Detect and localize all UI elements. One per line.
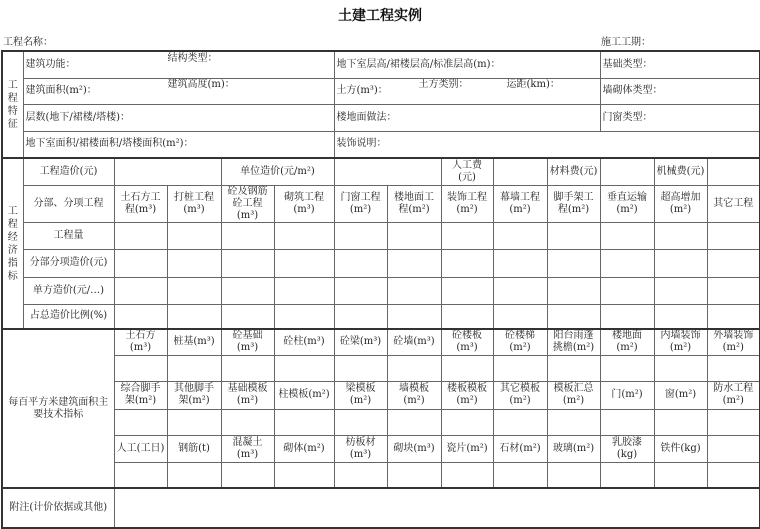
technical-indicator-value[interactable] <box>387 355 441 381</box>
technical-indicator-value[interactable] <box>493 462 547 488</box>
page-title: 土建工程实例 <box>338 8 422 24</box>
technical-indicator-header: 模板汇总(m²) <box>547 381 600 409</box>
earthwork-field[interactable] <box>334 78 600 104</box>
machine-cost-value[interactable] <box>707 158 760 185</box>
technical-indicator-value[interactable] <box>547 355 600 381</box>
economics-cell[interactable] <box>654 304 707 329</box>
decoration-field[interactable]: 装饰说明： <box>334 131 760 158</box>
technical-indicator-header: 门(m²) <box>600 381 654 409</box>
technical-indicator-header: 墙模板(m²) <box>387 381 441 409</box>
cost-form-table <box>1 50 760 529</box>
areas-field[interactable]: 地下室面积/裙楼面积/塔楼面积(m²)： <box>23 131 334 158</box>
technical-indicator-header: 砼楼梯(m²) <box>493 329 547 355</box>
economics-cell[interactable] <box>221 249 274 277</box>
technical-indicator-value[interactable] <box>274 462 334 488</box>
total-cost-label: 工程造价(元) <box>23 158 114 185</box>
economics-column-header: 幕墙工程(m²) <box>493 185 547 222</box>
technical-indicator-value[interactable] <box>167 355 221 381</box>
economics-cell[interactable] <box>441 249 493 277</box>
economics-cell[interactable] <box>274 222 334 249</box>
technical-indicator-value[interactable] <box>221 409 274 435</box>
technical-indicator-value[interactable] <box>654 462 707 488</box>
technical-indicator-header: 阳台雨蓬挑檐(m²) <box>547 329 600 355</box>
economics-cell[interactable] <box>547 249 600 277</box>
technical-indicator-value[interactable] <box>114 355 167 381</box>
economics-cell[interactable] <box>114 249 167 277</box>
technical-indicator-header <box>707 435 760 462</box>
economics-cell[interactable] <box>707 277 760 304</box>
total-cost-value[interactable] <box>114 158 221 185</box>
technical-indicator-value[interactable] <box>707 462 760 488</box>
economics-cell[interactable] <box>493 249 547 277</box>
structure-type-label: 结构类型： <box>167 52 218 64</box>
economics-cell[interactable] <box>600 222 654 249</box>
earthwork-label: 土方(m³)： <box>336 85 388 96</box>
economics-cell[interactable] <box>707 249 760 277</box>
technical-indicator-header: 柱模板(m²) <box>274 381 334 409</box>
economics-row-label: 分部分项造价(元) <box>23 249 114 277</box>
economics-cell[interactable] <box>167 304 221 329</box>
economics-cell[interactable] <box>167 277 221 304</box>
technical-indicator-value[interactable] <box>387 462 441 488</box>
technical-indicator-value[interactable] <box>547 462 600 488</box>
economics-cell[interactable] <box>441 304 493 329</box>
economics-row-label: 单方造价(元/…) <box>23 277 114 304</box>
economics-column-header: 装饰工程(m²) <box>441 185 493 222</box>
earth-type-label: 土方类别： <box>418 79 469 90</box>
technical-indicator-value[interactable] <box>654 355 707 381</box>
technical-indicator-value[interactable] <box>387 409 441 435</box>
technical-indicator-value[interactable] <box>334 355 387 381</box>
economics-column-header: 砼及钢筋砼工程(m³) <box>221 185 274 222</box>
economics-cell[interactable] <box>114 304 167 329</box>
economics-row-label: 工程量 <box>23 222 114 249</box>
technical-indicator-header: 外墙装饰(m²) <box>707 329 760 355</box>
economics-column-header: 土石方工程(m³) <box>114 185 167 222</box>
economics-column-header: 脚手架工程(m²) <box>547 185 600 222</box>
technical-indicator-header: 钢筋(t) <box>167 435 221 462</box>
economics-cell[interactable] <box>334 277 387 304</box>
economics-cell[interactable] <box>387 277 441 304</box>
technical-indicator-header: 防水工程(m²) <box>707 381 760 409</box>
economics-cell[interactable] <box>600 277 654 304</box>
economics-cell[interactable] <box>547 222 600 249</box>
technical-indicator-header: 楼地面(m²) <box>600 329 654 355</box>
project-name-label: 工程名称： <box>3 37 53 48</box>
economics-cell[interactable] <box>274 304 334 329</box>
economics-cell[interactable] <box>387 249 441 277</box>
technical-indicator-value[interactable] <box>441 409 493 435</box>
technical-indicator-header: 枋板材(m³) <box>334 435 387 462</box>
labor-cost-value[interactable] <box>493 158 547 185</box>
technical-indicator-value[interactable] <box>547 409 600 435</box>
economics-cell[interactable] <box>334 249 387 277</box>
building-function-label: 建筑功能： <box>25 58 76 70</box>
economics-column-header: 超高增加(m²) <box>654 185 707 222</box>
economics-cell[interactable] <box>547 277 600 304</box>
technical-section-label: 每百平方米建筑面积主要技术指标 <box>2 329 114 488</box>
economics-column-header: 垂直运输(m²) <box>600 185 654 222</box>
economics-cell[interactable] <box>334 222 387 249</box>
economics-cell[interactable] <box>167 249 221 277</box>
technical-indicator-header: 石材(m²) <box>493 435 547 462</box>
economics-column-header: 砌筑工程(m³) <box>274 185 334 222</box>
technical-indicator-value[interactable] <box>493 355 547 381</box>
material-cost-value[interactable] <box>600 158 654 185</box>
technical-indicator-value[interactable] <box>114 462 167 488</box>
labor-cost-label: 人工费(元) <box>441 158 493 185</box>
technical-indicator-header: 玻璃(m²) <box>547 435 600 462</box>
economics-cell[interactable] <box>600 304 654 329</box>
technical-indicator-value[interactable] <box>600 355 654 381</box>
construction-period-label: 施工工期： <box>601 37 651 48</box>
technical-indicator-header: 砼基础(m³) <box>221 329 274 355</box>
economics-cell[interactable] <box>334 304 387 329</box>
technical-indicator-value[interactable] <box>334 462 387 488</box>
economics-cell[interactable] <box>387 222 441 249</box>
technical-indicator-value[interactable] <box>707 409 760 435</box>
technical-indicator-header: 基础模板(m²) <box>221 381 274 409</box>
economics-cell[interactable] <box>221 277 274 304</box>
technical-indicator-value[interactable] <box>274 409 334 435</box>
technical-indicator-value[interactable] <box>493 409 547 435</box>
technical-indicator-value[interactable] <box>167 462 221 488</box>
material-cost-label: 材料费(元) <box>547 158 600 185</box>
economics-cell[interactable] <box>654 249 707 277</box>
technical-indicator-header: 瓷片(m²) <box>441 435 493 462</box>
technical-indicator-header: 砼梁(m³) <box>334 329 387 355</box>
economics-cell[interactable] <box>600 249 654 277</box>
economics-column-header: 楼地面工程(m²) <box>387 185 441 222</box>
economics-cell[interactable] <box>114 277 167 304</box>
technical-indicator-header: 混凝土(m³) <box>221 435 274 462</box>
economics-cell[interactable] <box>441 277 493 304</box>
notes-label: 附注(计价依据或其他) <box>2 488 114 528</box>
wall-type-field[interactable]: 墙砌体类型： <box>600 78 760 104</box>
technical-indicator-header: 梁模板(m²) <box>334 381 387 409</box>
economics-cell[interactable] <box>221 304 274 329</box>
technical-indicator-header: 其它模板(m²) <box>493 381 547 409</box>
technical-indicator-value[interactable] <box>600 409 654 435</box>
economics-cell[interactable] <box>707 304 760 329</box>
economics-cell[interactable] <box>493 222 547 249</box>
technical-indicator-header: 内墙装饰(m²) <box>654 329 707 355</box>
technical-indicator-value[interactable] <box>221 462 274 488</box>
technical-indicator-header: 土石方(m³) <box>114 329 167 355</box>
economics-section-label: 工程经济指标 <box>2 158 23 329</box>
building-area-label: 建筑面积(m²)： <box>25 85 97 96</box>
economics-cell[interactable] <box>274 277 334 304</box>
technical-indicator-value[interactable] <box>707 355 760 381</box>
door-window-type-field[interactable]: 门窗类型： <box>600 104 760 131</box>
building-height-label: 建筑高度(m)： <box>167 79 235 90</box>
technical-indicator-header: 楼板模板(m²) <box>441 381 493 409</box>
economics-cell[interactable] <box>654 222 707 249</box>
economics-cell[interactable] <box>441 222 493 249</box>
notes-field[interactable] <box>114 488 760 528</box>
economics-column-header: 门窗工程(m²) <box>334 185 387 222</box>
technical-indicator-header: 砼柱(m³) <box>274 329 334 355</box>
technical-indicator-value[interactable] <box>441 462 493 488</box>
technical-indicator-header: 砼楼板(m³) <box>441 329 493 355</box>
haul-distance-label: 运距(km)： <box>506 79 560 90</box>
machine-cost-label: 机械费(元) <box>654 158 707 185</box>
economics-cell[interactable] <box>274 249 334 277</box>
technical-indicator-value[interactable] <box>221 355 274 381</box>
building-area-field[interactable] <box>23 78 334 104</box>
economics-cell[interactable] <box>167 222 221 249</box>
unit-cost-value[interactable] <box>334 158 441 185</box>
economics-row-label: 占总造价比例(%) <box>23 304 114 329</box>
breakdown-header: 分部、分项工程 <box>23 185 114 222</box>
economics-cell[interactable] <box>493 277 547 304</box>
building-function-field[interactable] <box>23 51 334 78</box>
technical-indicator-header: 砌体(m²) <box>274 435 334 462</box>
technical-indicator-value[interactable] <box>334 409 387 435</box>
technical-indicator-header: 综合脚手架(m²) <box>114 381 167 409</box>
technical-indicator-header: 人工(工日) <box>114 435 167 462</box>
technical-indicator-header: 其他脚手架(m²) <box>167 381 221 409</box>
foundation-type-field[interactable]: 基础类型： <box>600 51 760 78</box>
technical-indicator-header: 窗(m²) <box>654 381 707 409</box>
economics-cell[interactable] <box>221 222 274 249</box>
technical-indicator-header: 铁件(kg) <box>654 435 707 462</box>
economics-cell[interactable] <box>387 304 441 329</box>
technical-indicator-header: 砼墙(m³) <box>387 329 441 355</box>
economics-cell[interactable] <box>114 222 167 249</box>
technical-indicator-value[interactable] <box>441 355 493 381</box>
technical-indicator-header: 砌块(m³) <box>387 435 441 462</box>
economics-column-header: 其它工程 <box>707 185 760 222</box>
technical-indicator-value[interactable] <box>600 462 654 488</box>
economics-cell[interactable] <box>547 304 600 329</box>
economics-column-header: 打桩工程(m³) <box>167 185 221 222</box>
economics-cell[interactable] <box>493 304 547 329</box>
features-section-label: 工程特征 <box>2 51 23 158</box>
economics-cell[interactable] <box>707 222 760 249</box>
unit-cost-label: 单位造价(元/m²) <box>221 158 334 185</box>
floors-field[interactable]: 层数(地下/裙楼/塔楼)： <box>23 104 334 131</box>
floor-heights-field[interactable]: 地下室层高/裙楼层高/标准层高(m)： <box>334 51 600 78</box>
technical-indicator-value[interactable] <box>114 409 167 435</box>
floor-method-field[interactable]: 楼地面做法： <box>334 104 600 131</box>
technical-indicator-header: 乳胶漆(kg) <box>600 435 654 462</box>
technical-indicator-value[interactable] <box>654 409 707 435</box>
technical-indicator-header: 桩基(m³) <box>167 329 221 355</box>
economics-cell[interactable] <box>654 277 707 304</box>
technical-indicator-value[interactable] <box>167 409 221 435</box>
technical-indicator-value[interactable] <box>274 355 334 381</box>
